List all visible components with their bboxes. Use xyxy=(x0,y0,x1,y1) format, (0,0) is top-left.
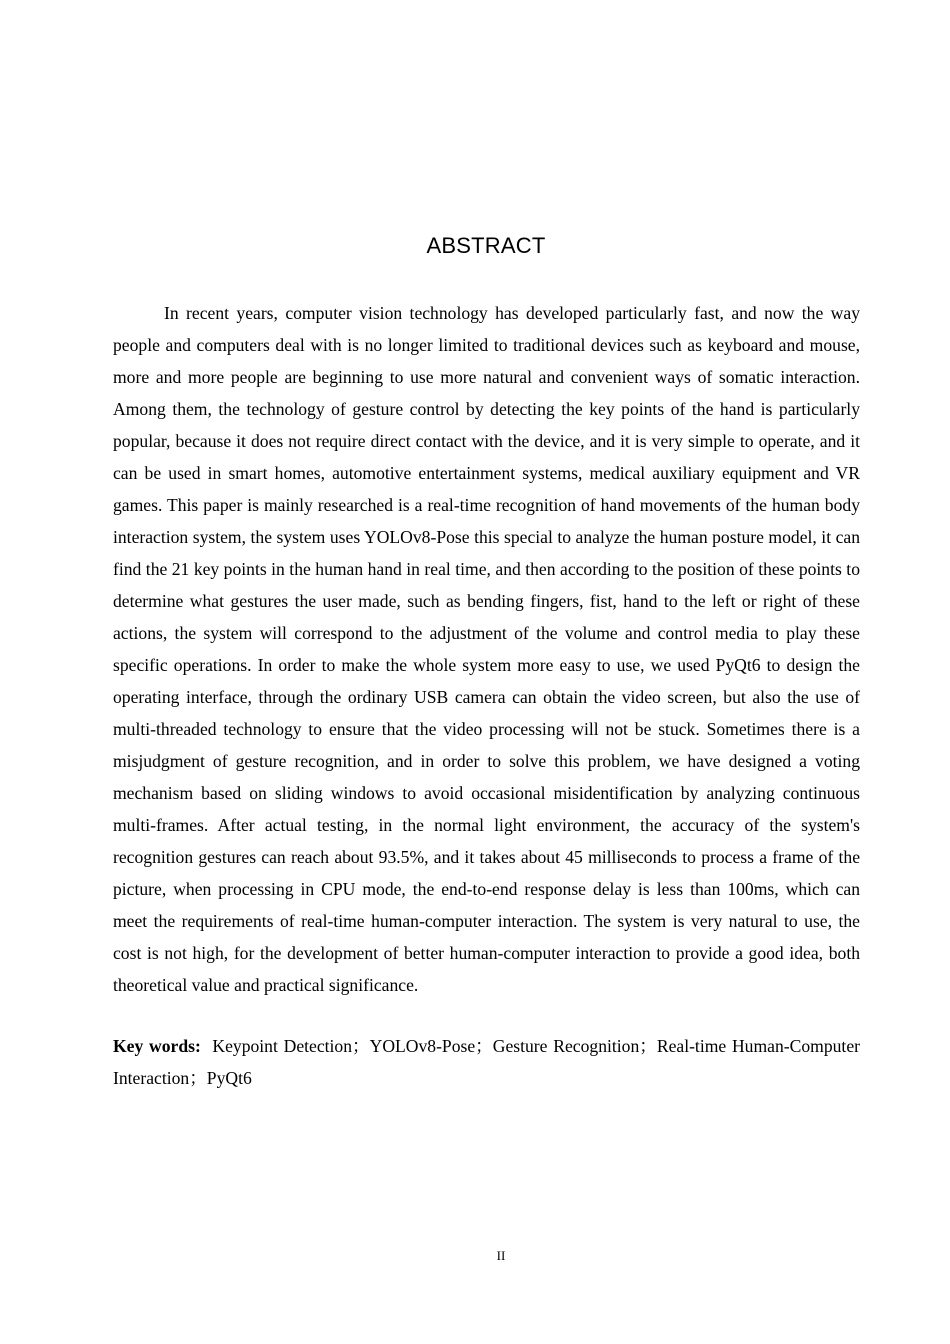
page-number: II xyxy=(496,1248,506,1263)
abstract-heading: ABSTRACT xyxy=(426,233,546,258)
keywords-label: Key words: xyxy=(113,1036,201,1056)
keywords-line xyxy=(113,1030,860,1094)
abstract-body: In recent years, computer vision technology has developed particularly fast, and now the way people and computers deal with is no longer limited to traditional devices such as keyboard and mouse, more and more people are beginning to use more natural and convenient ways of somatic interaction. Among them, the technology of gesture control by detecting the key points of the hand is particularly popular, because it does not require direct contact with the device, and it is very simple to operate, and it can be used in smart homes, automotive entertainment systems, medical auxiliary equipment and VR games. This paper is mainly researched is a real-time recognition of hand movements of the human body interaction system, the system uses YOLOv8-Pose this special to analyze the human posture model, it can find the 21 key points in the human hand in real time, and then according to the position of these points to determine what gestures the user made, such as bending fingers, fist, hand to the left or right of these actions, the system will correspond to the adjustment of the volume and control media to play these specific operations. In order to make the whole system more easy to use, we used PyQt6 to design the operating interface, through the ordinary USB camera can obtain the video screen, but also the use of multi-threaded technology to ensure that the video processing will not be stuck. Sometimes there is a misjudgment of gesture recognition, and in order to solve this problem, we have designed a voting mechanism based on sliding windows to avoid occasional misidentification by analyzing continuous multi-frames. After actual testing, in the normal light environment, the accuracy of the system's recognition gestures can reach about 93.5%, and it takes about 45 milliseconds to process a frame of the picture, when processing in CPU mode, the end-to-end response delay is less than 100ms, which can meet the requirements of real-time human-computer interaction. The system is very natural to use, the cost is not high, for the development of better human-computer interaction to provide a good idea, both theoretical value and practical significance. xyxy=(113,303,860,995)
keywords-list: Keypoint Detection；YOLOv8-Pose；Gesture Recognition；Real-time Human-Computer Interaction；PyQt6 xyxy=(113,1036,860,1088)
